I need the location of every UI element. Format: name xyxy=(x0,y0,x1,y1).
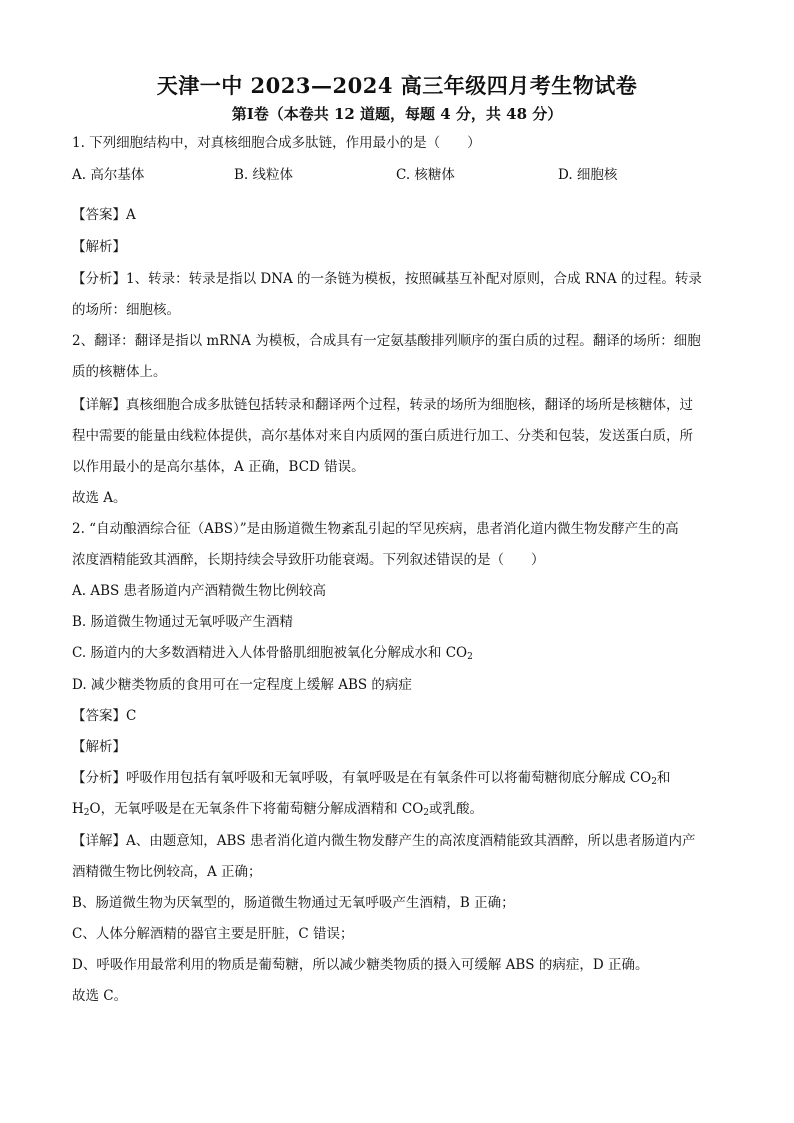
q2-detail-line: 【详解】A、由题意知，ABS 患者消化道内微生物发酵产生的高浓度酒精能致其酒醉，所以患者肠道内产 xyxy=(72,833,696,849)
q1-option-d: D. 细胞核 xyxy=(558,167,618,183)
q1-analysis-line: 2、翻译：翻译是指以 mRNA 为模板，合成具有一定氨基酸排列顺序的蛋白质的过程。翻译的场所：细胞 xyxy=(72,333,701,349)
q2-detail-line: D、呼吸作用最常利用的物质是葡萄糖，所以减少糖类物质的摄入可缓解 ABS 的病症，D 正确。 xyxy=(72,957,649,973)
page-title: 天津一中 2023—2024 高三年级四月考生物试卷 xyxy=(156,73,638,98)
q2-analysis-line: $H_2O$，无氧呼吸是在无氧条件下将葡萄糖分解成酒精和 $CO_2$或乳酸。 xyxy=(72,801,484,818)
q1-option-c: C. 核糖体 xyxy=(396,167,455,183)
q2-option-b: B. 肠道微生物通过无氧呼吸产生酒精 xyxy=(72,614,294,630)
q2-conclusion: 故选 C。 xyxy=(72,988,128,1004)
q2-analysis-heading: 【解析】 xyxy=(72,739,126,755)
q2-analysis-line: 【分析】呼吸作用包括有氧呼吸和无氧呼吸，有氧呼吸是在有氧条件可以将葡萄糖彻底分解成 $CO_2$和 xyxy=(72,770,671,787)
q1-option-b: B. 线粒体 xyxy=(234,167,294,183)
q1-analysis-heading: 【解析】 xyxy=(72,239,126,255)
q2-option-d: D. 减少糖类物质的食用可在一定程度上缓解 ABS 的病症 xyxy=(72,677,412,693)
q2-option-a: A. ABS 患者肠道内产酒精微生物比例较高 xyxy=(72,583,327,599)
q1-detail-line: 【详解】真核细胞合成多肽链包括转录和翻译两个过程，转录的场所为细胞核，翻译的场所是核糖体，过 xyxy=(72,397,693,413)
q1-answer: 【答案】A xyxy=(72,207,136,223)
q1-detail-line: 程中需要的能量由线粒体提供，高尔基体对来自内质网的蛋白质进行加工、分类和包装，发送蛋白质，所 xyxy=(72,428,693,444)
q2-answer: 【答案】C xyxy=(72,708,137,724)
q2-detail-line: B、肠道微生物为厌氧型的，肠道微生物通过无氧呼吸产生酒精，B 正确； xyxy=(72,895,515,911)
question-2-stem: 浓度酒精能致其酒醉，长期持续会导致肝功能衰竭。下列叙述错误的是（ ） xyxy=(72,552,545,568)
q1-analysis-line: 的场所：细胞核。 xyxy=(72,302,180,318)
q1-analysis-line: 【分析】1、转录：转录是指以 DNA 的一条链为模板，按照碱基互补配对原则，合成 RNA 的过程。转录 xyxy=(72,271,702,287)
q1-option-a: A. 高尔基体 xyxy=(72,167,145,183)
q2-detail-line: C、人体分解酒精的器官主要是肝脏，C 错误； xyxy=(72,926,354,942)
q1-detail-line: 以作用最小的是高尔基体，A 正确，BCD 错误。 xyxy=(72,459,365,475)
q1-analysis-line: 质的核糖体上。 xyxy=(72,364,167,380)
q1-conclusion: 故选 A。 xyxy=(72,490,127,506)
q2-detail-line: 酒精微生物比例较高，A 正确； xyxy=(72,864,262,880)
question-1-stem: 1. 下列细胞结构中，对真核细胞合成多肽链，作用最小的是（ ） xyxy=(72,135,481,151)
q2-option-c: C. 肠道内的大多数酒精进入人体骨骼肌细胞被氧化分解成水和 $CO_2$ xyxy=(72,645,473,662)
question-2-stem: 2. “自动酿酒综合征（ABS）”是由肠道微生物紊乱引起的罕见疾病，患者消化道内微生物发酵产生的高 xyxy=(72,521,679,537)
section-subtitle: 第Ⅰ卷（本卷共 12 道题，每题 4 分，共 48 分） xyxy=(231,105,563,123)
